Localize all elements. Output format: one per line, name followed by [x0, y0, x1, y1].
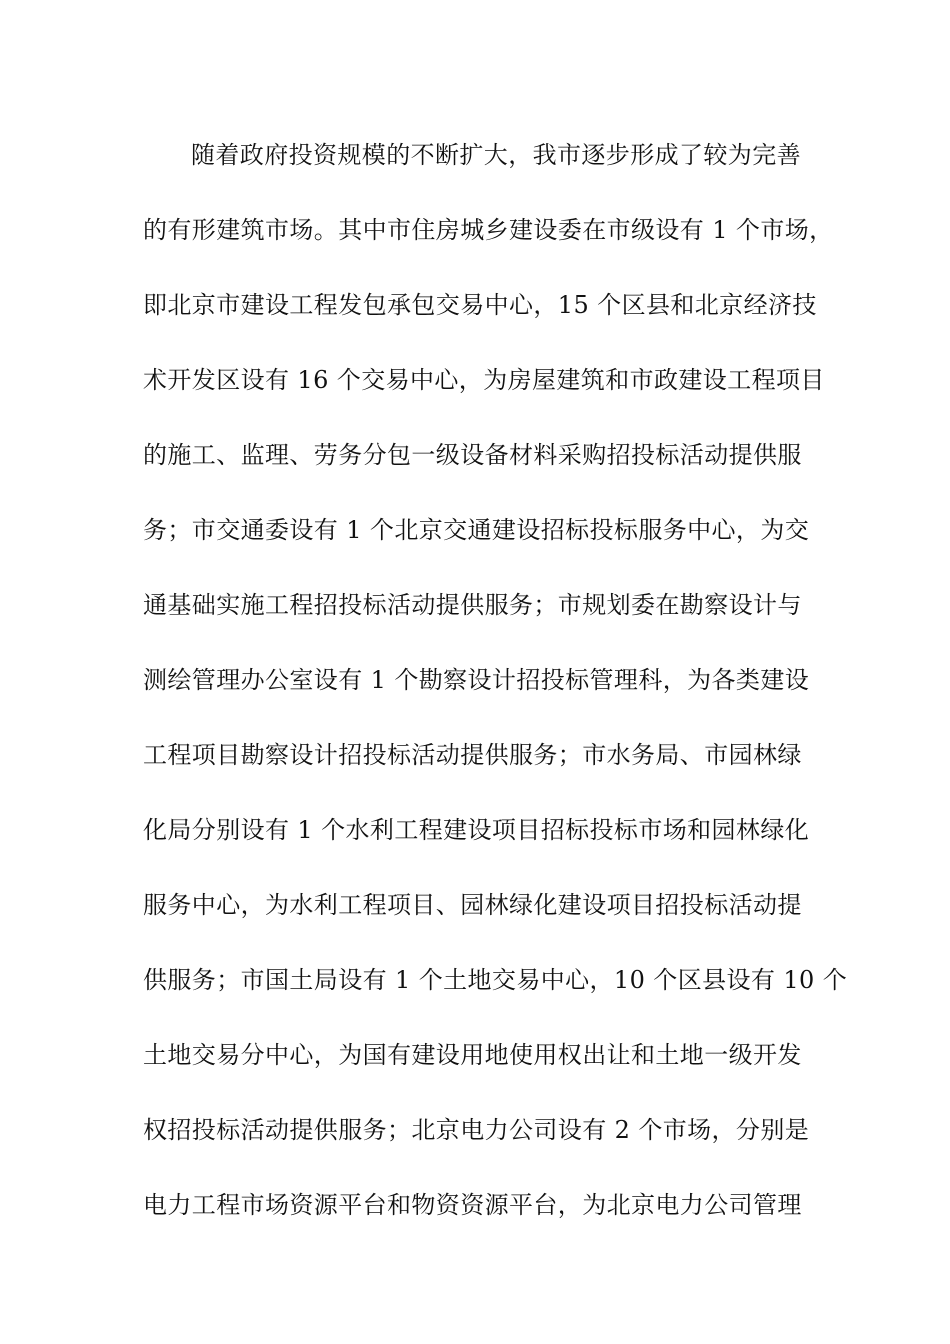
paragraph-line-14: 权招投标活动提供服务；北京电力公司设有 2 个市场，分别是 [143, 1116, 810, 1144]
body-paragraph [143, 130, 848, 1255]
paragraph-line-1: 随着政府投资规模的不断扩大，我市逐步形成了较为完善 [191, 141, 801, 169]
paragraph-line-6: 务；市交通委设有 1 个北京交通建设招标投标服务中心，为交 [143, 516, 810, 544]
paragraph-line-13: 土地交易分中心，为国有建设用地使用权出让和土地一级开发 [143, 1041, 802, 1069]
paragraph-line-5: 的施工、监理、劳务分包一级设备材料采购招投标活动提供服 [143, 441, 802, 469]
paragraph-line-11: 服务中心，为水利工程项目、园林绿化建设项目招投标活动提 [143, 891, 802, 919]
paragraph-line-3: 即北京市建设工程发包承包交易中心，15 个区县和北京经济技 [143, 291, 817, 319]
paragraph-line-9: 工程项目勘察设计招投标活动提供服务；市水务局、市园林绿 [143, 741, 802, 769]
paragraph-line-15: 电力工程市场资源平台和物资资源平台，为北京电力公司管理 [143, 1191, 802, 1219]
paragraph-line-4: 术开发区设有 16 个交易中心，为房屋建筑和市政建设工程项目 [143, 366, 825, 394]
paragraph-line-10: 化局分别设有 1 个水利工程建设项目招标投标市场和园林绿化 [143, 816, 810, 844]
paragraph-line-8: 测绘管理办公室设有 1 个勘察设计招投标管理科，为各类建设 [143, 666, 810, 694]
paragraph-line-2: 的有形建筑市场。其中市住房城乡建设委在市级设有 1 个市场， [143, 216, 834, 244]
paragraph-line-7: 通基础实施工程招投标活动提供服务；市规划委在勘察设计与 [143, 591, 802, 619]
paragraph-line-12: 供服务；市国土局设有 1 个土地交易中心，10 个区县设有 10 个 [143, 966, 848, 994]
